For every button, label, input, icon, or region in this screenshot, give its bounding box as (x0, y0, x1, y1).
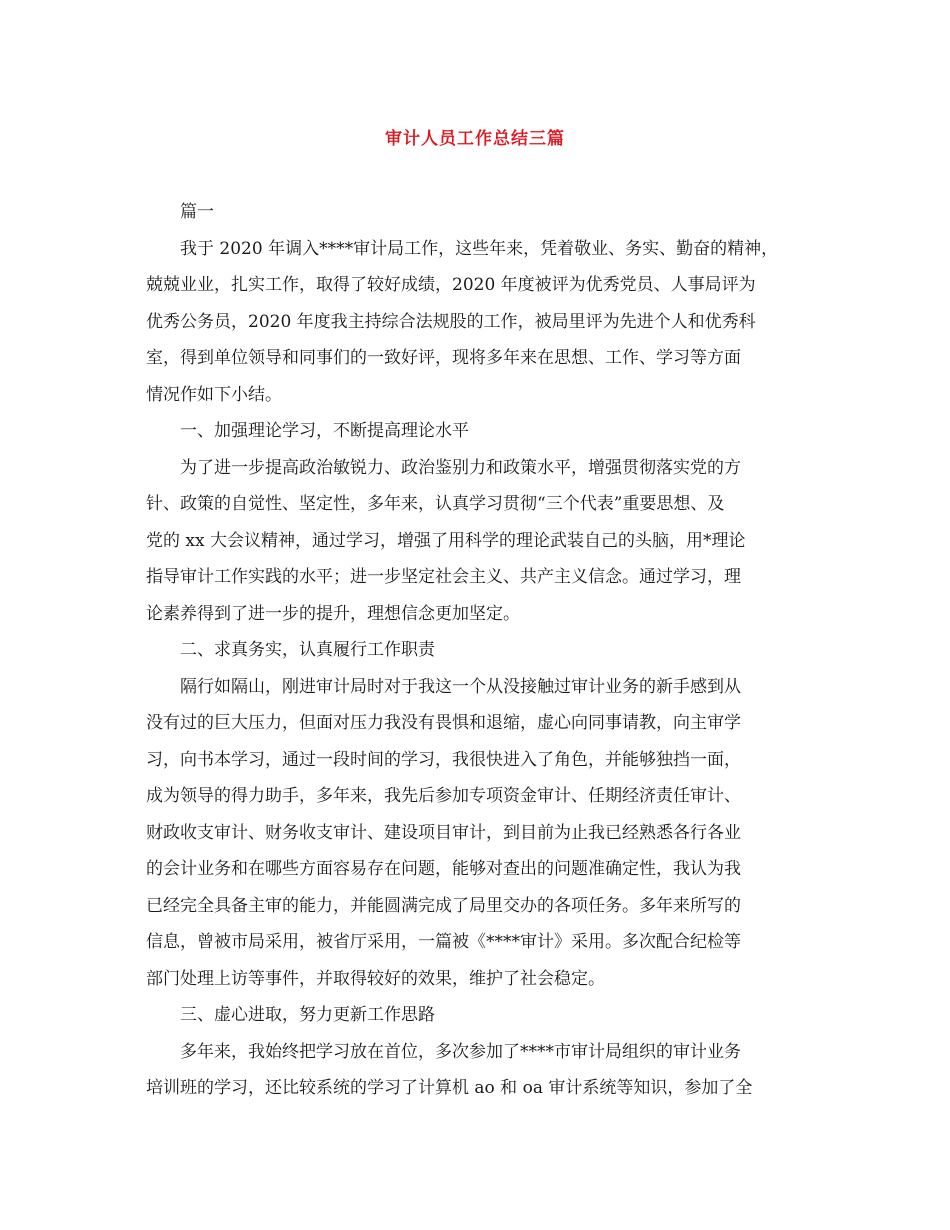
body-line: 财政收支审计、财务收支审计、建设项目审计，到目前为止我已经熟悉各行各业 (146, 822, 741, 843)
body-line: 没有过的巨大压力，但面对压力我没有畏惧和退缩，虚心向同事请教，向主审学 (146, 713, 741, 733)
body-line: 已经完全具备主审的能力，并能圆满完成了局里交办的各项任务。多年来所写的 (146, 895, 741, 916)
body-line: 信息，曾被市局采用，被省厅采用，一篇被《****审计》采用。多次配合纪检等 (146, 932, 741, 952)
body-line: 针、政策的自觉性、坚定性，多年来，认真学习贯彻“三个代表”重要思想、及 (146, 494, 725, 514)
body-line: 我于 2020 年调入****审计局工作，这些年来，凭着敬业、务实、勤奋的精神， (180, 238, 779, 259)
body-line: 篇一 (180, 202, 214, 222)
body-line: 隔行如隔山，刚进审计局时对于我这一个从没接触过审计业务的新手感到从 (180, 676, 741, 697)
body-line: 论素养得到了进一步的提升，理想信念更加坚定。 (146, 603, 520, 624)
body-line: 情况作如下小结。 (146, 384, 282, 405)
document-title: 审计人员工作总结三篇 (385, 129, 565, 149)
body-line: 兢兢业业，扎实工作，取得了较好成绩，2020 年度被评为优秀党员、人事局评为 (146, 275, 756, 295)
body-line: 指导审计工作实践的水平；进一步坚定社会主义、共产主义信念。通过学习，理 (146, 567, 741, 587)
body-line: 三、虚心进取，努力更新工作思路 (180, 1005, 435, 1025)
body-line: 成为领导的得力助手，多年来，我先后参加专项资金审计、任期经济责任审计、 (146, 786, 741, 806)
body-line: 培训班的学习，还比较系统的学习了计算机 ao 和 oa 审计系统等知识，参加了全 (146, 1078, 753, 1098)
body-line: 多年来，我始终把学习放在首位，多次参加了****市审计局组织的审计业务 (180, 1041, 741, 1062)
body-line: 为了进一步提高政治敏锐力、政治鉴别力和政策水平，增强贯彻落实党的方 (180, 457, 741, 478)
document-body (146, 194, 806, 1107)
body-line: 习，向书本学习，通过一段时间的学习，我很快进入了角色，并能够独挡一面， (146, 749, 741, 770)
body-line: 室，得到单位领导和同事们的一致好评，现将多年来在思想、工作、学习等方面 (146, 348, 741, 368)
body-line: 优秀公务员，2020 年度我主持综合法规股的工作，被局里评为先进个人和优秀科 (146, 311, 756, 332)
body-line: 二、求真务实，认真履行工作职责 (180, 640, 435, 660)
body-line: 部门处理上访等事件，并取得较好的效果，维护了社会稳定。 (146, 968, 605, 989)
body-line: 的会计业务和在哪些方面容易存在问题，能够对查出的问题准确定性，我认为我 (146, 859, 741, 879)
body-line: 一、加强理论学习，不断提高理论水平 (180, 421, 469, 441)
body-line: 党的 xx 大会议精神，通过学习，增强了用科学的理论武装自己的头脑，用*理论 (146, 530, 746, 551)
